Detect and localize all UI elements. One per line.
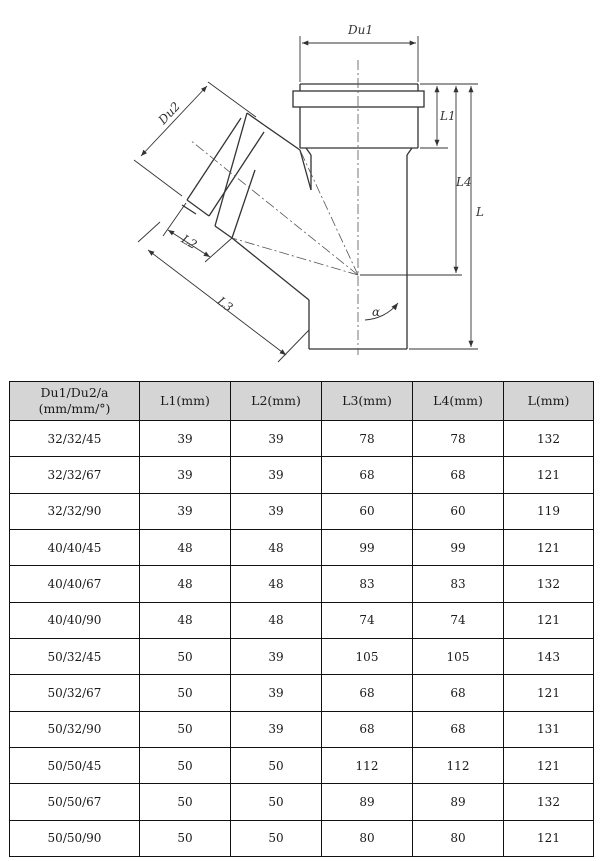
l2-dimension: [163, 203, 232, 262]
cell-l2: 39: [231, 711, 322, 747]
table-row: [10, 421, 594, 457]
cell-l4: 60: [413, 493, 504, 529]
cell-du-ratio: 50/50/45: [10, 747, 140, 783]
cell-du-ratio: 50/50/90: [10, 820, 140, 856]
cell-du-ratio: 32/32/90: [10, 493, 140, 529]
cell-l1: 48: [140, 602, 231, 638]
alpha-label: α: [372, 305, 381, 319]
cell-l: 119: [504, 493, 594, 529]
pipe-branch-drawing: [0, 0, 600, 372]
table-row: [10, 493, 594, 529]
cell-du-ratio: 50/32/90: [10, 711, 140, 747]
cell-l1: 48: [140, 529, 231, 565]
cell-l1: 50: [140, 747, 231, 783]
du1-dimension: [300, 36, 418, 82]
cell-l3: 112: [322, 747, 413, 783]
cell-l4: 68: [413, 457, 504, 493]
l-label: L: [476, 205, 484, 219]
table-row: [10, 675, 594, 711]
cell-l2: 39: [231, 638, 322, 674]
cell-l4: 68: [413, 675, 504, 711]
cell-l: 121: [504, 529, 594, 565]
cell-l3: 89: [322, 784, 413, 820]
cell-l: 132: [504, 784, 594, 820]
cell-l4: 112: [413, 747, 504, 783]
cell-du-ratio: 40/40/45: [10, 529, 140, 565]
branch-pipe: [182, 113, 311, 300]
cell-l1: 39: [140, 457, 231, 493]
cell-l: 121: [504, 457, 594, 493]
main-pipe: [293, 84, 424, 349]
l1-label: L1: [440, 109, 456, 123]
dimensions-table: [9, 381, 594, 857]
header-l1: L1(mm): [140, 382, 231, 421]
cell-l3: 105: [322, 638, 413, 674]
cell-l2: 50: [231, 820, 322, 856]
cell-l2: 48: [231, 566, 322, 602]
cell-l1: 50: [140, 675, 231, 711]
header-l: L(mm): [504, 382, 594, 421]
du2-label: Du2: [155, 99, 183, 128]
cell-l3: 83: [322, 566, 413, 602]
cell-l2: 39: [231, 493, 322, 529]
cell-l3: 80: [322, 820, 413, 856]
l3-label: L3: [214, 294, 236, 315]
cell-l2: 48: [231, 602, 322, 638]
cell-l3: 74: [322, 602, 413, 638]
cell-l: 121: [504, 747, 594, 783]
cell-l3: 68: [322, 457, 413, 493]
cell-l1: 39: [140, 421, 231, 457]
cell-l: 121: [504, 602, 594, 638]
cell-l4: 89: [413, 784, 504, 820]
cell-l1: 50: [140, 711, 231, 747]
cell-l4: 74: [413, 602, 504, 638]
table-row: [10, 602, 594, 638]
header-l3: L3(mm): [322, 382, 413, 421]
du2-dimension: [134, 82, 256, 196]
cell-l4: 80: [413, 820, 504, 856]
cell-l1: 48: [140, 566, 231, 602]
technical-drawing-svg: [0, 0, 600, 372]
l3-dimension: [138, 222, 309, 362]
header-du-ratio: [10, 382, 140, 421]
cell-l3: 78: [322, 421, 413, 457]
l2-label: L2: [179, 231, 200, 252]
cell-l4: 83: [413, 566, 504, 602]
cell-l1: 50: [140, 784, 231, 820]
cell-du-ratio: 40/40/67: [10, 566, 140, 602]
cell-l: 131: [504, 711, 594, 747]
cell-l4: 68: [413, 711, 504, 747]
cell-l: 121: [504, 820, 594, 856]
table-row: [10, 820, 594, 856]
cell-l3: 68: [322, 711, 413, 747]
cell-l: 132: [504, 421, 594, 457]
cell-l4: 105: [413, 638, 504, 674]
cell-du-ratio: 40/40/90: [10, 602, 140, 638]
alpha-arc: [365, 303, 398, 320]
du1-label: Du1: [348, 23, 373, 37]
cell-l: 143: [504, 638, 594, 674]
table-row: [10, 529, 594, 565]
cell-l4: 78: [413, 421, 504, 457]
header-du-ratio-line1: Du1/Du2/a: [40, 385, 109, 400]
table-body: [10, 421, 594, 857]
cell-l2: 48: [231, 529, 322, 565]
cell-l4: 99: [413, 529, 504, 565]
cell-du-ratio: 50/32/45: [10, 638, 140, 674]
header-l2: L2(mm): [231, 382, 322, 421]
cell-l2: 39: [231, 421, 322, 457]
cell-l3: 60: [322, 493, 413, 529]
cell-l2: 50: [231, 784, 322, 820]
table-row: [10, 638, 594, 674]
cell-l1: 50: [140, 638, 231, 674]
table-header-row: [10, 382, 594, 421]
cell-l2: 39: [231, 457, 322, 493]
header-l4: L4(mm): [413, 382, 504, 421]
cell-l3: 68: [322, 675, 413, 711]
cell-l1: 39: [140, 493, 231, 529]
cell-l1: 50: [140, 820, 231, 856]
cell-l3: 99: [322, 529, 413, 565]
header-du-ratio-line2: (mm/mm/°): [38, 401, 111, 416]
cell-l: 132: [504, 566, 594, 602]
cell-l: 121: [504, 675, 594, 711]
table-row: [10, 457, 594, 493]
cell-du-ratio: 32/32/45: [10, 421, 140, 457]
table-row: [10, 747, 594, 783]
cell-du-ratio: 32/32/67: [10, 457, 140, 493]
cell-l2: 50: [231, 747, 322, 783]
table-row: [10, 566, 594, 602]
cell-l2: 39: [231, 675, 322, 711]
l4-label: L4: [456, 175, 472, 189]
table-row: [10, 784, 594, 820]
cell-du-ratio: 50/50/67: [10, 784, 140, 820]
table-row: [10, 711, 594, 747]
cell-du-ratio: 50/32/67: [10, 675, 140, 711]
